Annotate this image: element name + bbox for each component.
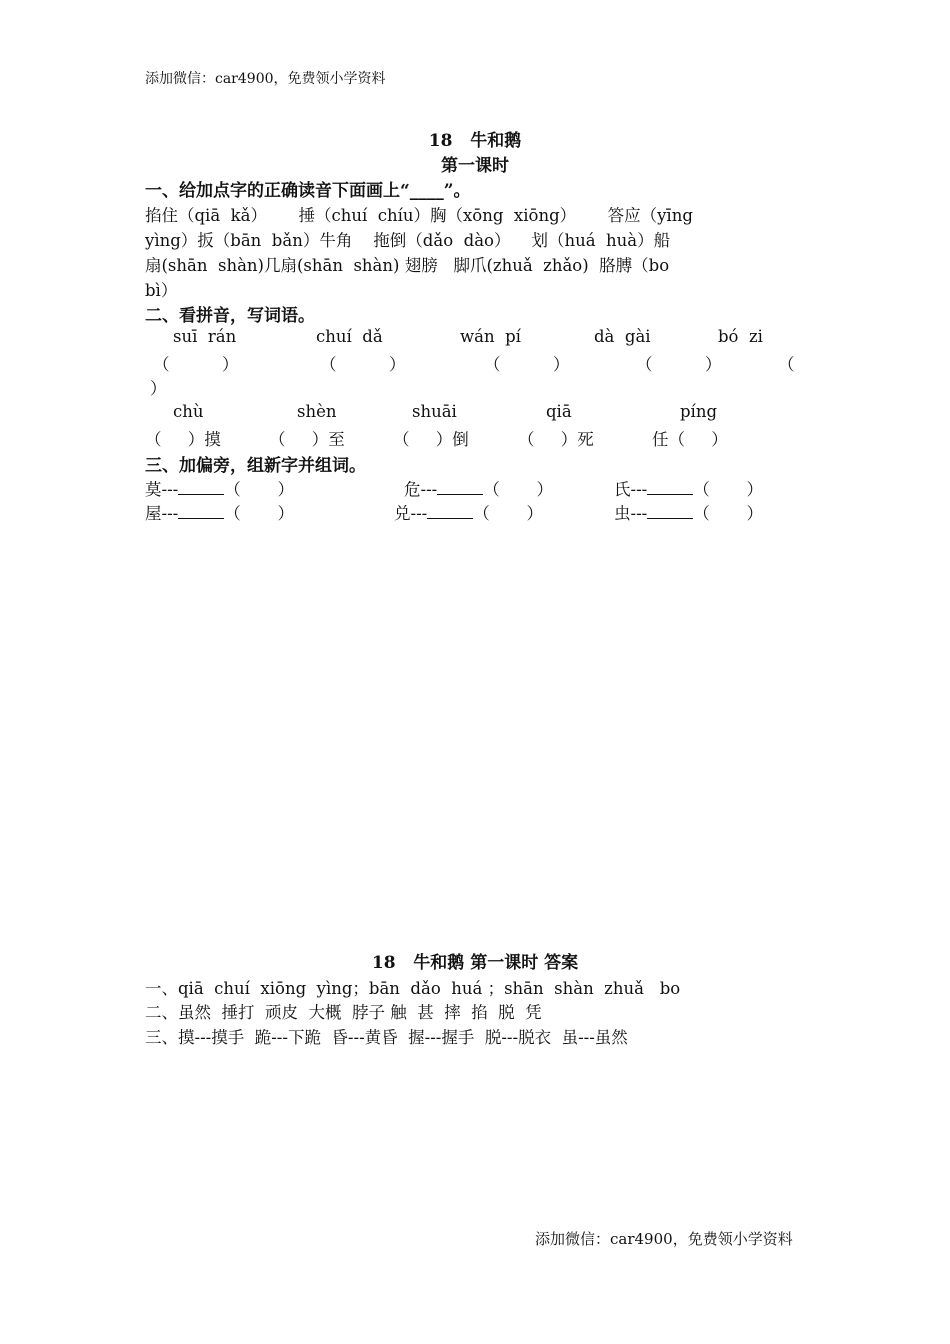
pinyin: suī rán xyxy=(173,327,237,346)
answer-paren: （ ） xyxy=(484,355,570,374)
answer-paren: （ ） xyxy=(636,355,722,374)
section2-heading: 二、看拼音，写词语。 xyxy=(145,306,315,326)
radical-item xyxy=(404,476,553,500)
blank-line xyxy=(427,504,473,519)
pinyin: dà gài xyxy=(594,327,651,346)
answer-paren: （ xyxy=(778,355,795,374)
pinyin: píng xyxy=(680,402,718,421)
section1-line: bì） xyxy=(145,281,178,300)
radical-paren: （ ） xyxy=(224,504,294,523)
radical-char: 兑--- xyxy=(394,504,428,523)
subtitle: 第一课时 xyxy=(441,156,509,176)
radical-paren: （ ） xyxy=(693,480,763,499)
radical-char: 危--- xyxy=(404,480,438,499)
blank-line xyxy=(647,480,693,495)
answer-line: 三、摸---摸手 跪---下跪 昏---黄昏 握---握手 脱---脱衣 虽---虽然 xyxy=(145,1028,628,1047)
word-blank: （ ）死 xyxy=(518,430,594,449)
radical-paren: （ ） xyxy=(224,480,294,499)
radical-char: 莫--- xyxy=(145,480,179,499)
blank-line xyxy=(437,480,483,495)
pinyin: chuí dǎ xyxy=(316,327,383,346)
section1-line: yìng）扳（bān bǎn）牛角 拖倒（dǎo dào） 划（huá huà）船 xyxy=(145,231,671,250)
blank-line xyxy=(178,480,224,495)
pinyin: chù xyxy=(173,402,204,421)
header-note: 添加微信：car4900，免费领小学资料 xyxy=(145,71,386,87)
pinyin: wán pí xyxy=(460,327,521,346)
radical-item xyxy=(145,500,294,524)
word-blank: （ ）至 xyxy=(269,430,345,449)
answer-paren: （ ） xyxy=(320,355,406,374)
section3-heading: 三、加偏旁，组新字并组词。 xyxy=(145,456,366,476)
page-title: 18 牛和鹅 xyxy=(428,131,522,151)
radical-paren: （ ） xyxy=(693,504,763,523)
answer-line: 二、虽然 捶打 顽皮 大概 脖子 触 甚 摔 掐 脱 凭 xyxy=(145,1003,542,1022)
pinyin: shèn xyxy=(297,402,337,421)
section1-line: 扇(shān shàn)几扇(shān shàn) 翅膀 脚爪(zhuǎ zhǎo) 胳膊（bo xyxy=(145,256,670,275)
pinyin: bó zi xyxy=(718,327,763,346)
footer-note: 添加微信：car4900，免费领小学资料 xyxy=(535,1230,793,1248)
answer-paren: ） xyxy=(150,379,167,398)
radical-paren: （ ） xyxy=(483,480,553,499)
radical-paren: （ ） xyxy=(473,504,543,523)
word-blank: 任（ ） xyxy=(652,430,728,449)
word-blank: （ ）倒 xyxy=(393,430,469,449)
radical-char: 屋--- xyxy=(145,504,179,523)
radical-item xyxy=(394,500,543,524)
answer-paren: （ ） xyxy=(153,355,239,374)
radical-char: 虫--- xyxy=(614,504,648,523)
blank-line xyxy=(178,504,224,519)
pinyin: qiā xyxy=(546,402,572,421)
radical-item xyxy=(614,500,763,524)
pinyin: shuāi xyxy=(412,402,457,421)
answer-line: 一、qiā chuí xiōng yìng；bān dǎo huá ；shān shàn zhuǎ bo xyxy=(145,979,681,998)
blank-line xyxy=(647,504,693,519)
answers-title: 18 牛和鹅 第一课时 答案 xyxy=(371,953,579,973)
section1-heading: 一、给加点字的正确读音下面画上“____”。 xyxy=(145,181,471,201)
radical-char: 氏--- xyxy=(614,480,648,499)
radical-item xyxy=(145,476,294,500)
radical-item xyxy=(614,476,763,500)
section1-line: 掐住（qiā kǎ） 捶（chuí chíu）胸（xōng xiōng） 答应（yīng xyxy=(145,206,693,225)
word-blank: （ ）摸 xyxy=(145,430,221,449)
